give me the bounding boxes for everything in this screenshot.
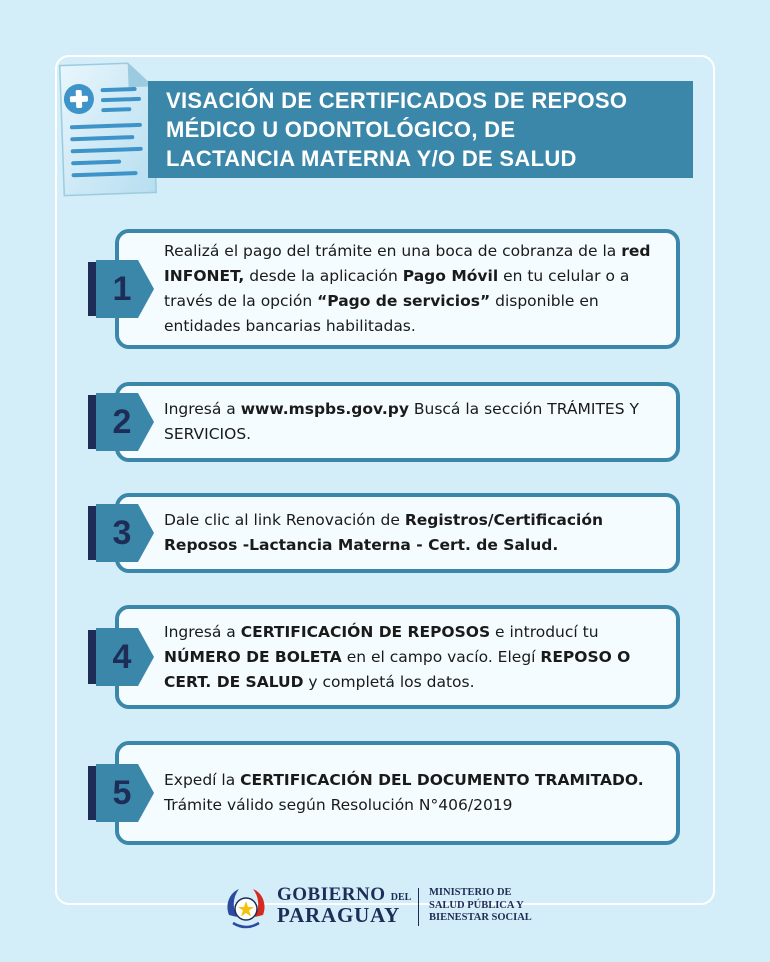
step-card-4 — [115, 605, 680, 709]
step-2-text — [164, 397, 664, 447]
step-text-segment: Buscá la sección TRÁMITES Y SERVICIOS. — [164, 400, 639, 443]
step-3-text — [164, 508, 664, 558]
step-text-segment: Ingresá a — [164, 622, 241, 641]
step-text-segment: Realizá el pago del trámite en una boca de cobranza de la — [164, 242, 622, 260]
title-line: LACTANCIA MATERNA Y/O DE SALUD — [166, 146, 577, 171]
step-text-bold: Pago Móvil — [402, 267, 499, 285]
step-text-segment: Expedí la — [164, 771, 241, 789]
step-text-segment: Ingresá a — [164, 400, 241, 418]
step-text-segment: e introducí tu — [490, 622, 599, 641]
medical-document-icon — [56, 58, 160, 200]
footer-divider — [418, 888, 419, 926]
title-line: MÉDICO U ODONTOLÓGICO, DE — [166, 117, 516, 142]
step-card-1 — [115, 229, 680, 349]
step-text-bold: CERTIFICACIÓN DEL DOCUMENTO TRAMITADO. — [240, 771, 644, 789]
step-text-bold: REPOSO O CERT. DE SALUD — [164, 647, 631, 691]
step-text-bold: Registros/Certificación Reposos -Lactancia Materna - Cert. de Salud. — [164, 511, 604, 554]
step-number-badge — [88, 393, 156, 451]
step-text-bold: red INFONET, — [164, 242, 651, 285]
footer-logos — [223, 882, 553, 930]
page-title — [166, 86, 627, 173]
step-number: 2 — [112, 403, 132, 441]
step-4-text — [164, 620, 664, 695]
step-1-text — [164, 239, 664, 339]
step-number: 3 — [112, 514, 132, 552]
step-text-segment: disponible en entidades bancarias habilitadas. — [164, 292, 599, 335]
ministry-line: SALUD PÚBLICA Y — [429, 899, 524, 911]
step-text-segment: y completá los datos. — [303, 672, 475, 691]
step-number-badge — [88, 504, 156, 562]
del-text: DEL — [390, 892, 412, 903]
paraguay-coat-of-arms-logo — [223, 885, 269, 931]
title-banner — [148, 81, 693, 178]
step-text-segment: desde la aplicación — [244, 267, 403, 285]
step-text-bold: NÚMERO DE BOLETA — [164, 647, 342, 666]
step-card-2 — [115, 382, 680, 462]
ministry-line: BIENESTAR SOCIAL — [429, 912, 532, 923]
title-line: VISACIÓN DE CERTIFICADOS DE REPOSO — [166, 88, 628, 113]
step-number: 4 — [112, 638, 132, 676]
step-number-badge — [88, 628, 156, 686]
step-number-badge — [88, 764, 156, 822]
gobierno-text: GOBIERNO — [277, 884, 386, 905]
step-text-segment: Dale clic al link Renovación de — [164, 511, 405, 529]
paraguay-wordmark: PARAGUAY — [277, 903, 401, 927]
step-text-segment: Trámite válido según Resolución N°406/2019 — [164, 796, 513, 814]
step-card-5 — [115, 741, 680, 845]
step-text-bold: www.mspbs.gov.py — [240, 400, 409, 418]
step-number-badge — [88, 260, 156, 318]
step-text-bold: “Pago de servicios” — [317, 292, 491, 310]
step-number: 5 — [112, 774, 132, 812]
step-text-segment: en tu celular o a través de la opción — [164, 267, 630, 310]
step-number: 1 — [112, 270, 132, 308]
step-card-3 — [115, 493, 680, 573]
step-text-bold: CERTIFICACIÓN DE REPOSOS — [240, 622, 491, 641]
ministry-line: MINISTERIO DE — [429, 887, 512, 898]
step-5-text — [164, 768, 664, 818]
step-text-segment: en el campo vacío. Elegí — [341, 647, 541, 666]
ministry-name — [429, 887, 532, 925]
